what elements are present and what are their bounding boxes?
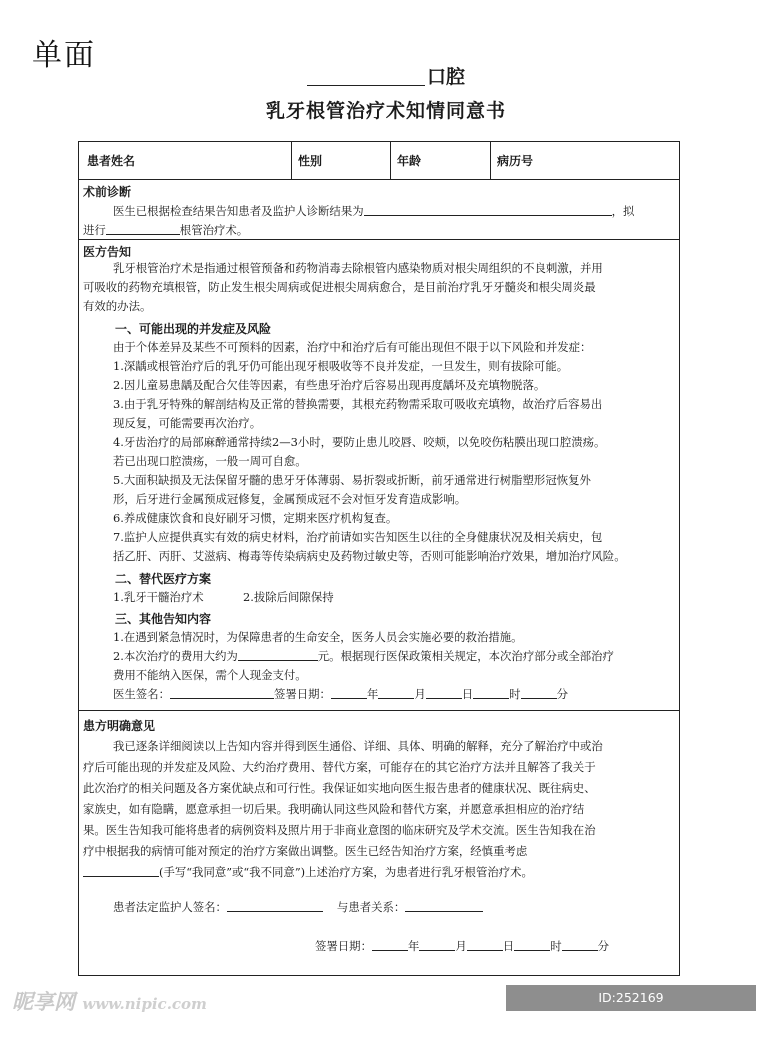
opinion-line: 果。医生告知我可能将患者的病例资料及照片用于非商业意图的临床研究及学术交流。医生告知我在治	[83, 823, 596, 837]
minute-blank[interactable]	[562, 938, 598, 951]
alternative-1: 1.乳牙干髓治疗术	[113, 590, 204, 604]
hour-unit: 时	[509, 687, 521, 701]
opinion-line: 家族史，如有隐瞒，愿意承担一切后果。我明确认同这些风险和替代方案，并愿意承担相应的治疗结	[83, 802, 585, 816]
day-unit: 日	[502, 939, 515, 953]
diagnosis-text: 进行	[83, 223, 106, 237]
complication-line: 6.养成健康饮食和良好刷牙习惯，定期来医疗机构复查。	[113, 511, 398, 525]
complication-line: 2.因儿童易患龋及配合欠佳等因素，有些患牙治疗后容易出现再度龋坏及充填物脱落。	[113, 378, 546, 392]
diagnosis-text-end: 根管治疗术。	[179, 223, 249, 237]
day-unit: 日	[461, 687, 474, 701]
fee-text-end: 元。根据现行医保政策相关规定，本次治疗部分或全部治疗	[317, 649, 614, 663]
alternative-2: 2.拔除后间隙保持	[243, 590, 334, 604]
doctor-signature-row	[113, 685, 568, 704]
consent-text: (手写“我同意”或“我不同意”)上述治疗方案，为患者进行乳牙根管治疗术。	[159, 865, 533, 879]
watermark-url: www.nipic.com	[82, 995, 207, 1013]
hour-blank[interactable]	[514, 938, 550, 951]
guardian-date-row	[315, 937, 609, 956]
month-unit: 月	[414, 687, 426, 701]
procedure-blank	[106, 222, 180, 235]
gender-label: 性别	[298, 154, 323, 168]
complications-heading: 一、可能出现的并发症及风险	[115, 322, 272, 336]
fee-blank	[238, 648, 318, 661]
complication-line: 4.牙齿治疗的局部麻醉通常持续2—3小时，要防止患儿咬唇、咬颊，以免咬伤粘膜出现口腔溃疡。	[113, 435, 606, 449]
notice-heading: 医方告知	[83, 245, 132, 259]
day-blank[interactable]	[426, 686, 462, 699]
guardian-sign-label: 患者法定监护人签名：	[113, 900, 227, 914]
department-blank	[307, 67, 425, 86]
watermark-brand: 昵享网	[12, 989, 75, 1014]
year-unit: 年	[407, 939, 420, 953]
notice-intro-1: 乳牙根管治疗术是指通过根管预备和药物消毒去除根管内感染物质对根尖周组织的不良刺激，并用	[113, 261, 603, 275]
year-unit: 年	[366, 687, 379, 701]
sign-date-label: 签署日期：	[273, 687, 331, 701]
minute-unit: 分	[556, 687, 568, 701]
opinion-last-line	[83, 862, 533, 883]
complication-line: 若已出现口腔溃疡，一般一周可自愈。	[113, 454, 307, 468]
watermark-id-bar: ID:252169 NO:20260808084906555105	[506, 985, 756, 1011]
divider	[390, 142, 391, 179]
hour-unit: 时	[550, 939, 562, 953]
document-title: 乳牙根管治疗术知情同意书	[265, 100, 506, 122]
opinion-line: 我已逐条详细阅读以上告知内容并得到医生通俗、详细、具体、明确的解释，充分了解治疗中或治	[113, 739, 603, 753]
fee-text: 2.本次治疗的费用大约为	[113, 649, 238, 663]
diagnosis-line-1	[113, 202, 634, 221]
complication-line: 7.监护人应提供真实有效的病史材料，治疗前请如实告知医生以往的全身健康状况及相关病史，包	[113, 530, 603, 544]
complication-line: 3.由于乳牙特殊的解剖结构及正常的替换需要，其根充药物需采取可吸收充填物，故治疗后容易出	[113, 397, 603, 411]
guardian-signature-row	[113, 898, 483, 917]
other-heading: 三、其他告知内容	[115, 612, 212, 626]
day-blank[interactable]	[467, 938, 503, 951]
watermark-logo	[12, 986, 207, 1016]
diagnosis-text: 医生已根据检查结果告知患者及监护人诊断结果为	[113, 204, 364, 218]
guardian-signature-blank[interactable]	[227, 899, 323, 912]
row-divider	[79, 179, 679, 180]
opinion-line: 此次治疗的相关问题及各方案优缺点和可行性。我保证如实地向医生报告患者的健康状况、既往病史、	[83, 781, 596, 795]
row-divider	[79, 239, 679, 240]
row-divider	[79, 710, 679, 711]
other-line-1: 1.在遇到紧急情况时，为保障患者的生命安全，医务人员会实施必要的救治措施。	[113, 630, 523, 644]
department-title	[0, 62, 772, 89]
notice-intro-2: 可吸收的药物充填根管，防止发生根尖周病或促进根尖周病愈合，是目前治疗乳牙牙髓炎和根尖周炎最	[83, 280, 596, 294]
corner-label: 单面	[32, 38, 96, 73]
record-number-label: 病历号	[497, 154, 534, 168]
month-unit: 月	[455, 939, 467, 953]
doctor-sign-label: 医生签名：	[113, 687, 170, 701]
relation-blank[interactable]	[405, 899, 483, 912]
minute-blank[interactable]	[521, 686, 557, 699]
patient-name-label: 患者姓名	[87, 154, 136, 168]
alternatives-heading: 二、替代医疗方案	[115, 572, 212, 586]
divider	[291, 142, 292, 179]
other-line-2	[113, 647, 614, 666]
doctor-signature-blank[interactable]	[170, 686, 274, 699]
complication-line: 现反复，可能需要再次治疗。	[113, 416, 262, 430]
complication-line: 5.大面积缺损及无法保留牙髓的患牙牙体薄弱、易折裂或折断，前牙通常进行树脂塑形冠恢复外	[113, 473, 591, 487]
relation-label: 与患者关系：	[336, 900, 406, 914]
complication-line: 形，后牙进行金属预成冠修复，金属预成冠不会对恒牙发育造成影响。	[113, 492, 467, 506]
opinion-line: 疗中根据我的病情可能对预定的治疗方案做出调整。医生已经告知治疗方案，经慎重考虑	[83, 844, 528, 858]
complication-line: 由于个体差异及某些不可预料的因素，治疗中和治疗后有可能出现但不限于以下风险和并发症：	[113, 340, 592, 354]
diagnosis-text-end: ，拟	[611, 204, 635, 218]
minute-unit: 分	[597, 939, 609, 953]
consent-blank[interactable]	[83, 864, 159, 877]
opinion-line: 疗后可能出现的并发症及风险、大约治疗费用、替代方案，可能存在的其它治疗方法并且解答了我关于	[83, 760, 596, 774]
complication-line: 1.深龋或根管治疗后的乳牙仍可能出现牙根吸收等不良并发症，一旦发生，则有拔除可能。	[113, 359, 569, 373]
patient-opinion-heading: 患方明确意见	[83, 719, 156, 733]
consent-form	[78, 141, 680, 976]
hour-blank[interactable]	[473, 686, 509, 699]
other-line-3: 费用不能纳入医保，需个人现金支付。	[113, 668, 307, 682]
month-blank[interactable]	[378, 686, 414, 699]
diagnosis-heading: 术前诊断	[83, 185, 132, 199]
age-label: 年龄	[397, 154, 422, 168]
month-blank[interactable]	[419, 938, 455, 951]
sign-date-label: 签署日期：	[315, 939, 372, 953]
divider	[490, 142, 491, 179]
notice-intro-3: 有效的办法。	[83, 299, 152, 313]
diagnosis-line-2	[83, 221, 248, 240]
department-suffix: 口腔	[426, 66, 465, 88]
year-blank[interactable]	[372, 938, 408, 951]
diagnosis-blank	[364, 203, 612, 216]
year-blank[interactable]	[331, 686, 367, 699]
complication-line: 括乙肝、丙肝、艾滋病、梅毒等传染病病史及药物过敏史等，否则可能影响治疗效果，增加治疗风险。	[113, 549, 626, 563]
